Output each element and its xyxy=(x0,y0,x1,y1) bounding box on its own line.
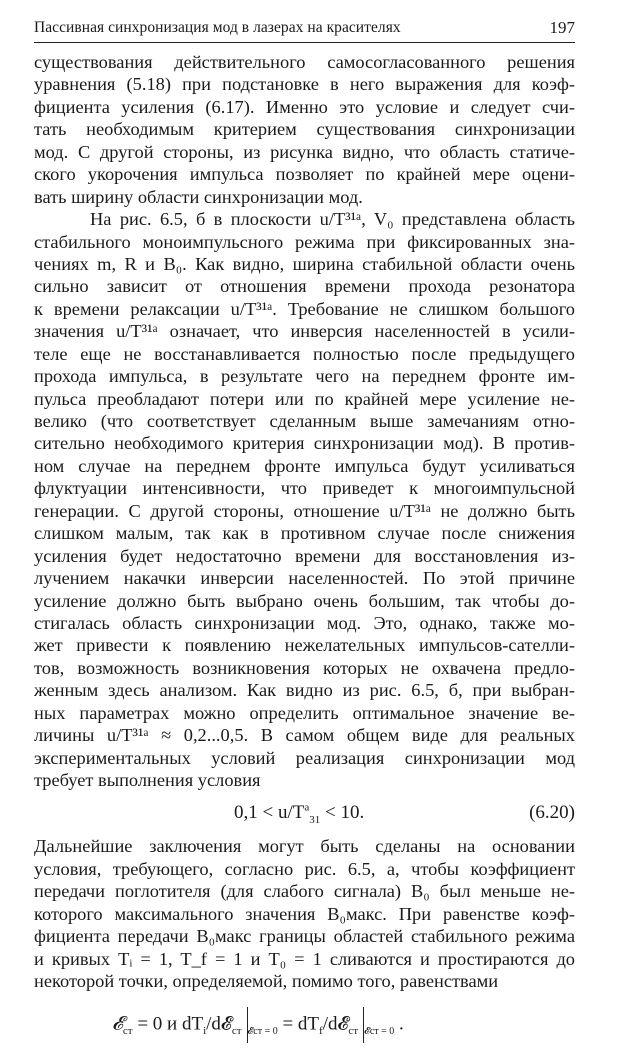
eq-sub: ст xyxy=(231,1024,242,1037)
text-line: фициента передачи B₀макс границы областей стабильного режима xyxy=(34,926,575,947)
eq-part: = dT xyxy=(277,1012,320,1034)
eval-bar xyxy=(247,1007,248,1043)
equation-6-20 xyxy=(34,793,575,833)
text-line: ном случае на переднем фронте импульса будут усиливаться xyxy=(34,455,575,476)
text-line: жет привести к появлению нежелательных импульсов-сателли- xyxy=(34,635,575,656)
eq-part: /d𝓔 xyxy=(322,1012,349,1034)
page-number: 197 xyxy=(549,18,575,37)
eq-sub: f xyxy=(319,1024,323,1037)
eq-lhs: 0,1 < u/T xyxy=(234,802,305,824)
text-line: прохода импульса, в результате чего на переднем фронте им- xyxy=(34,366,575,387)
text-line: теле еще не восстанавливается полностью после предыдущего xyxy=(34,343,575,364)
text-line: экспериментальных условий реализация синхронизации мод xyxy=(34,747,575,768)
text-line: ского укорочения импульса позволяет по крайней мере оцени- xyxy=(34,164,575,185)
eq-part: . xyxy=(394,1012,404,1034)
equation-6-20-body xyxy=(234,802,365,827)
text-line: требует выполнения условия xyxy=(34,770,261,790)
text-line: ных параметрах можно определить оптимальное значение ве- xyxy=(34,702,575,723)
text-line: велико (что соответствует сделанным выше замечаниям отно- xyxy=(34,411,575,431)
text-line: тов, возможность возникновения которых не охвачена предло- xyxy=(34,657,575,678)
text-line: Дальнейшие заключения могут быть сделаны на основании xyxy=(34,836,575,857)
text-line: пульса преобладают потери или по крайней мере усиление не- xyxy=(34,388,575,409)
eq-sub: 𝓔ст = 0 xyxy=(364,1025,395,1037)
text-line: мод. С другой стороны, из рисунка видно, что область статиче- xyxy=(34,141,575,162)
text-line: стабильного моноимпульсного режима при фиксированных зна- xyxy=(34,231,575,252)
text-line: флуктуации интенсивности, что приведет к многоимпульсной xyxy=(34,478,575,499)
text-line: слишком малым, так как в противном случае после снижения xyxy=(34,523,575,544)
text-line: усиление должно быть выбрано очень большим, так чтобы до- xyxy=(34,590,575,611)
equation-final-body xyxy=(112,1007,404,1043)
eq-rhs: < 10. xyxy=(320,802,365,824)
text-line: условия, требующего, согласно рис. 6.5, а, чтобы коэффициент xyxy=(34,858,575,879)
text-line: к времени релаксации u/T³¹ᵃ. Требование не слишком большого xyxy=(34,298,575,319)
eq-sub: i xyxy=(203,1024,207,1037)
running-head xyxy=(34,14,575,43)
text-line: сильно зависит от отношения времени прохода резонатора xyxy=(34,276,575,297)
text-line: некоторой точки, определяемой, помимо того, равенствами xyxy=(34,971,499,992)
text-line: вать ширину области синхронизации мод. xyxy=(34,186,363,207)
text-line: и кривых Tᵢ = 1, T_f = 1 и T₀ = 1 сливаются и простираются до xyxy=(34,948,575,969)
text-line: передачи поглотителя (для слабого сигнала) B₀ был меньше не- xyxy=(34,881,575,902)
text-line: усиления будет недостаточно времени для восстановления из- xyxy=(34,545,575,566)
text-line: генерации. С другой стороны, отношение u/T³¹ᵃ не должно быть xyxy=(34,500,575,521)
eq-sub: ст xyxy=(348,1024,359,1037)
text-line: лучением накачки инверсии населенностей. По этой причине xyxy=(34,568,575,589)
eq-part: = 0 и dT xyxy=(132,1012,204,1034)
body-text xyxy=(34,51,575,1049)
text-line: стигалась область синхронизации мод. Это, однако, также мо- xyxy=(34,612,575,633)
text-line: тать необходимым критерием существования синхронизации xyxy=(34,119,575,140)
text-line: личины u/T³¹ᵃ ≈ 0,2...0,5. В самом общем виде для реальных xyxy=(34,725,575,746)
eq-sub: ст xyxy=(122,1024,133,1037)
eq-sub: 31 xyxy=(309,814,321,827)
text-line: значения u/T³¹ᵃ означает, что инверсия населенностей в усили- xyxy=(34,321,575,342)
text-line: существования действительного самосогласованного решения xyxy=(34,52,575,72)
text-line: сительно необходимого критерия синхронизации мод). В против- xyxy=(34,433,575,454)
text-line: фициента усиления (6.17). Именно это условие и следует счи- xyxy=(34,96,575,117)
eq-sub: 𝓔ст = 0 xyxy=(247,1025,278,1037)
text-line: женным здесь анализом. Как видно из рис. 6.5, б, при выбран- xyxy=(34,680,575,701)
text-line: которого максимального значения B₀макс. При равенстве коэф- xyxy=(34,903,575,924)
eq-part: 𝓔 xyxy=(112,1012,123,1034)
equation-number: (6.20) xyxy=(529,802,575,824)
text-line: уравнения (5.18) при подстановке в него выражения для коэф- xyxy=(34,74,575,95)
equation-final xyxy=(34,993,575,1049)
eval-bar xyxy=(363,1007,364,1043)
text-line: чениях m, R и B₀. Как видно, ширина стабильной области очень xyxy=(34,253,575,274)
running-head-title: Пассивная синхронизация мод в лазерах на красителях xyxy=(34,19,401,36)
eq-sup: a xyxy=(304,802,310,815)
eq-part: /d𝓔 xyxy=(206,1012,232,1034)
text-line: На рис. 6.5, б в плоскости u/T³¹ᵃ, V₀ представлена область xyxy=(90,209,575,230)
